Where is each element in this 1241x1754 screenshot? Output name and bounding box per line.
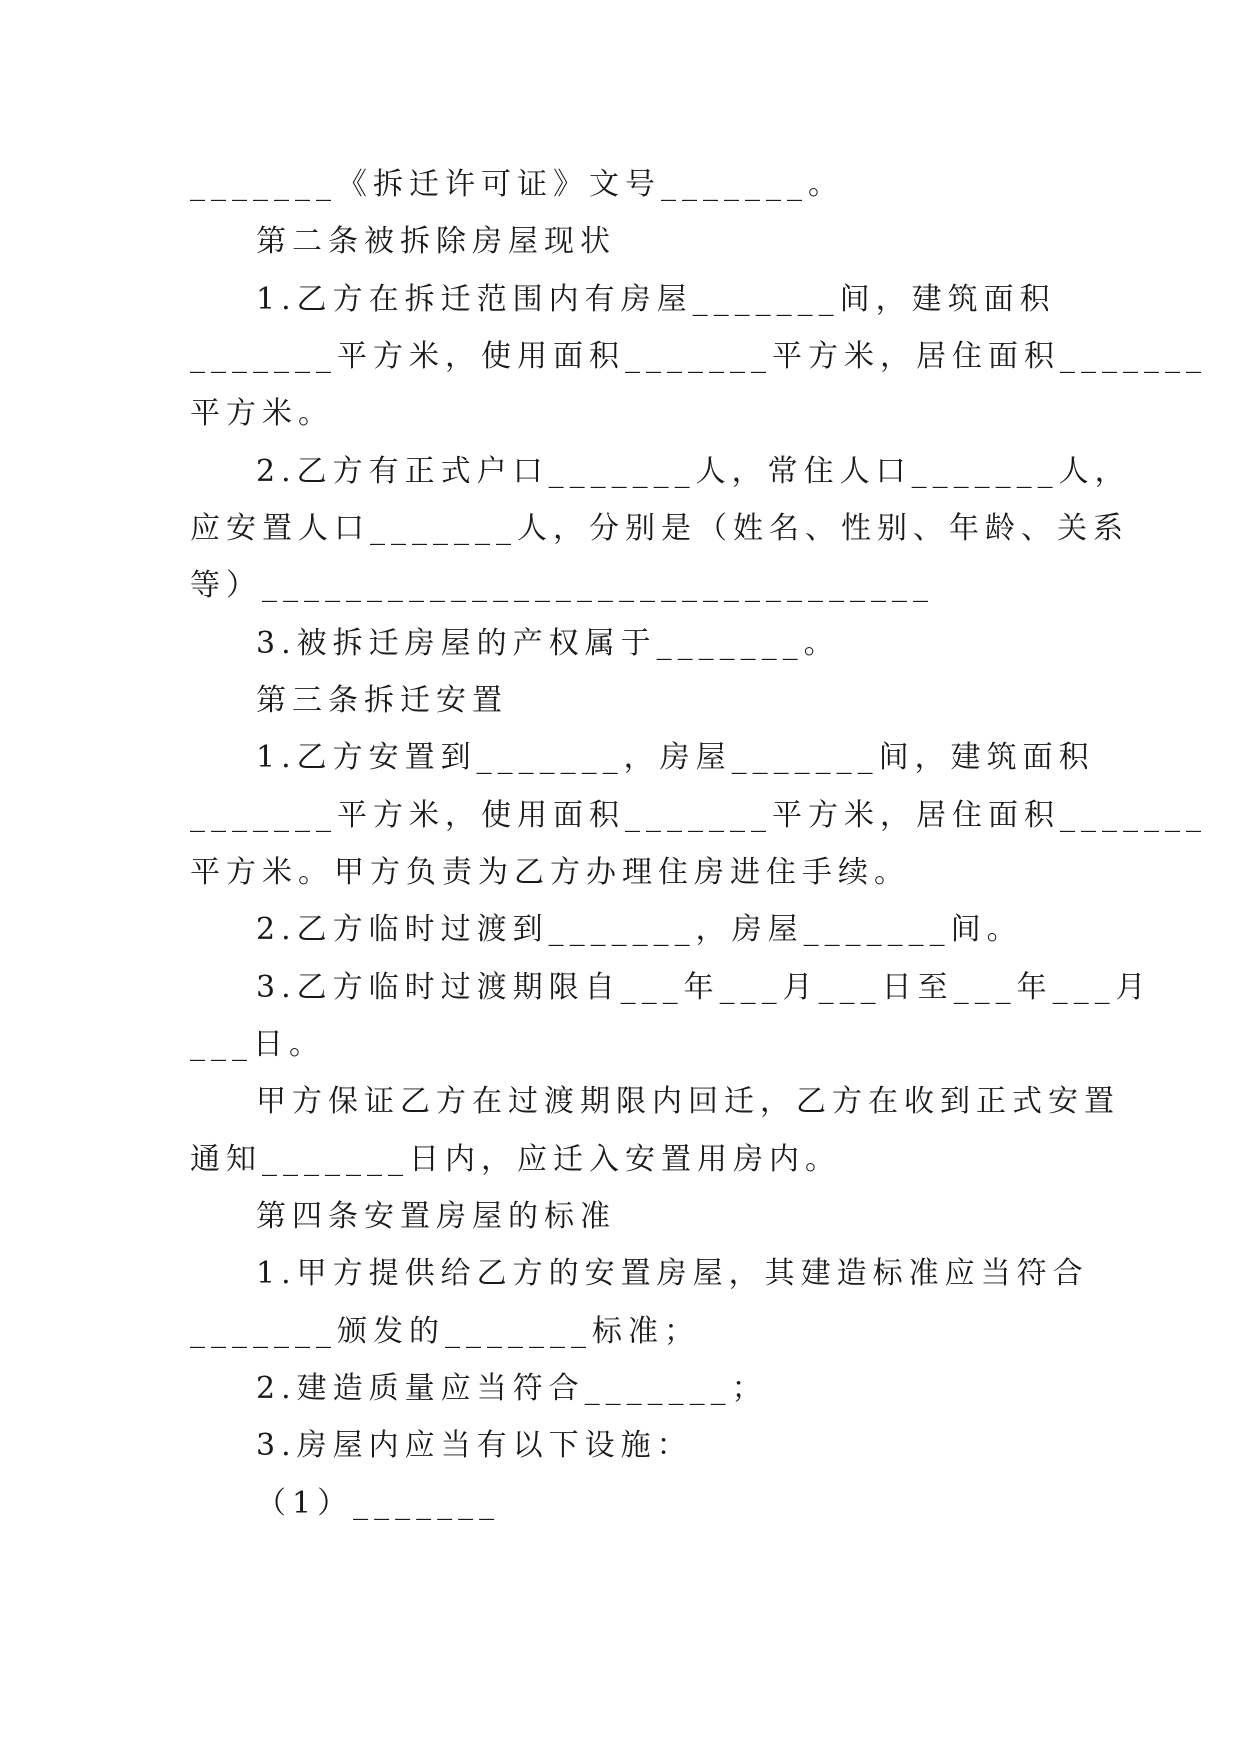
article-heading: 第三条拆迁安置 — [256, 683, 508, 718]
text-line: 2.乙方临时过渡到_______，房屋_______间。 — [256, 912, 1023, 947]
text-line: 通知_______日内，应迁入安置用房内。 — [190, 1142, 841, 1177]
text-line: 等）________________________________ — [190, 568, 934, 603]
text-line: 1.乙方在拆迁范围内有房屋_______间，建筑面积 — [256, 282, 1056, 317]
text-line: _______平方米，使用面积_______平方米，居住面积_______ — [190, 798, 1207, 833]
text-line: 1.乙方安置到_______，房屋_______间，建筑面积 — [256, 740, 1095, 775]
text-line: 2.乙方有正式户口_______人，常住人口_______人， — [256, 454, 1131, 489]
text-line: _______《拆迁许可证》文号_______。 — [190, 167, 844, 202]
article-heading: 第四条安置房屋的标准 — [256, 1199, 616, 1234]
text-line: 3.被拆迁房屋的产权属于_______。 — [256, 626, 840, 661]
text-line: 甲方保证乙方在过渡期限内回迁，乙方在收到正式安置 — [256, 1084, 1120, 1119]
text-line: 2.建造质量应当符合_______； — [256, 1371, 768, 1406]
article-heading: 第二条被拆除房屋现状 — [256, 224, 616, 259]
text-line: 3.房屋内应当有以下设施： — [256, 1428, 693, 1463]
text-line: 3.乙方临时过渡期限自___年___月___日至___年___月 — [256, 970, 1152, 1005]
text-line: ___日。 — [190, 1027, 325, 1062]
text-line: 应安置人口_______人，分别是（姓名、性别、年龄、关系 — [190, 511, 1129, 546]
text-line: _______颁发的_______标准； — [190, 1314, 700, 1349]
text-line: 平方米。甲方负责为乙方办理住房进住手续。 — [190, 855, 910, 890]
text-line: _______平方米，使用面积_______平方米，居住面积_______ — [190, 339, 1207, 374]
text-line: 平方米。 — [190, 396, 334, 431]
text-line: 1.甲方提供给乙方的安置房屋，其建造标准应当符合 — [256, 1256, 1089, 1291]
text-line: （1）_______ — [256, 1486, 501, 1521]
